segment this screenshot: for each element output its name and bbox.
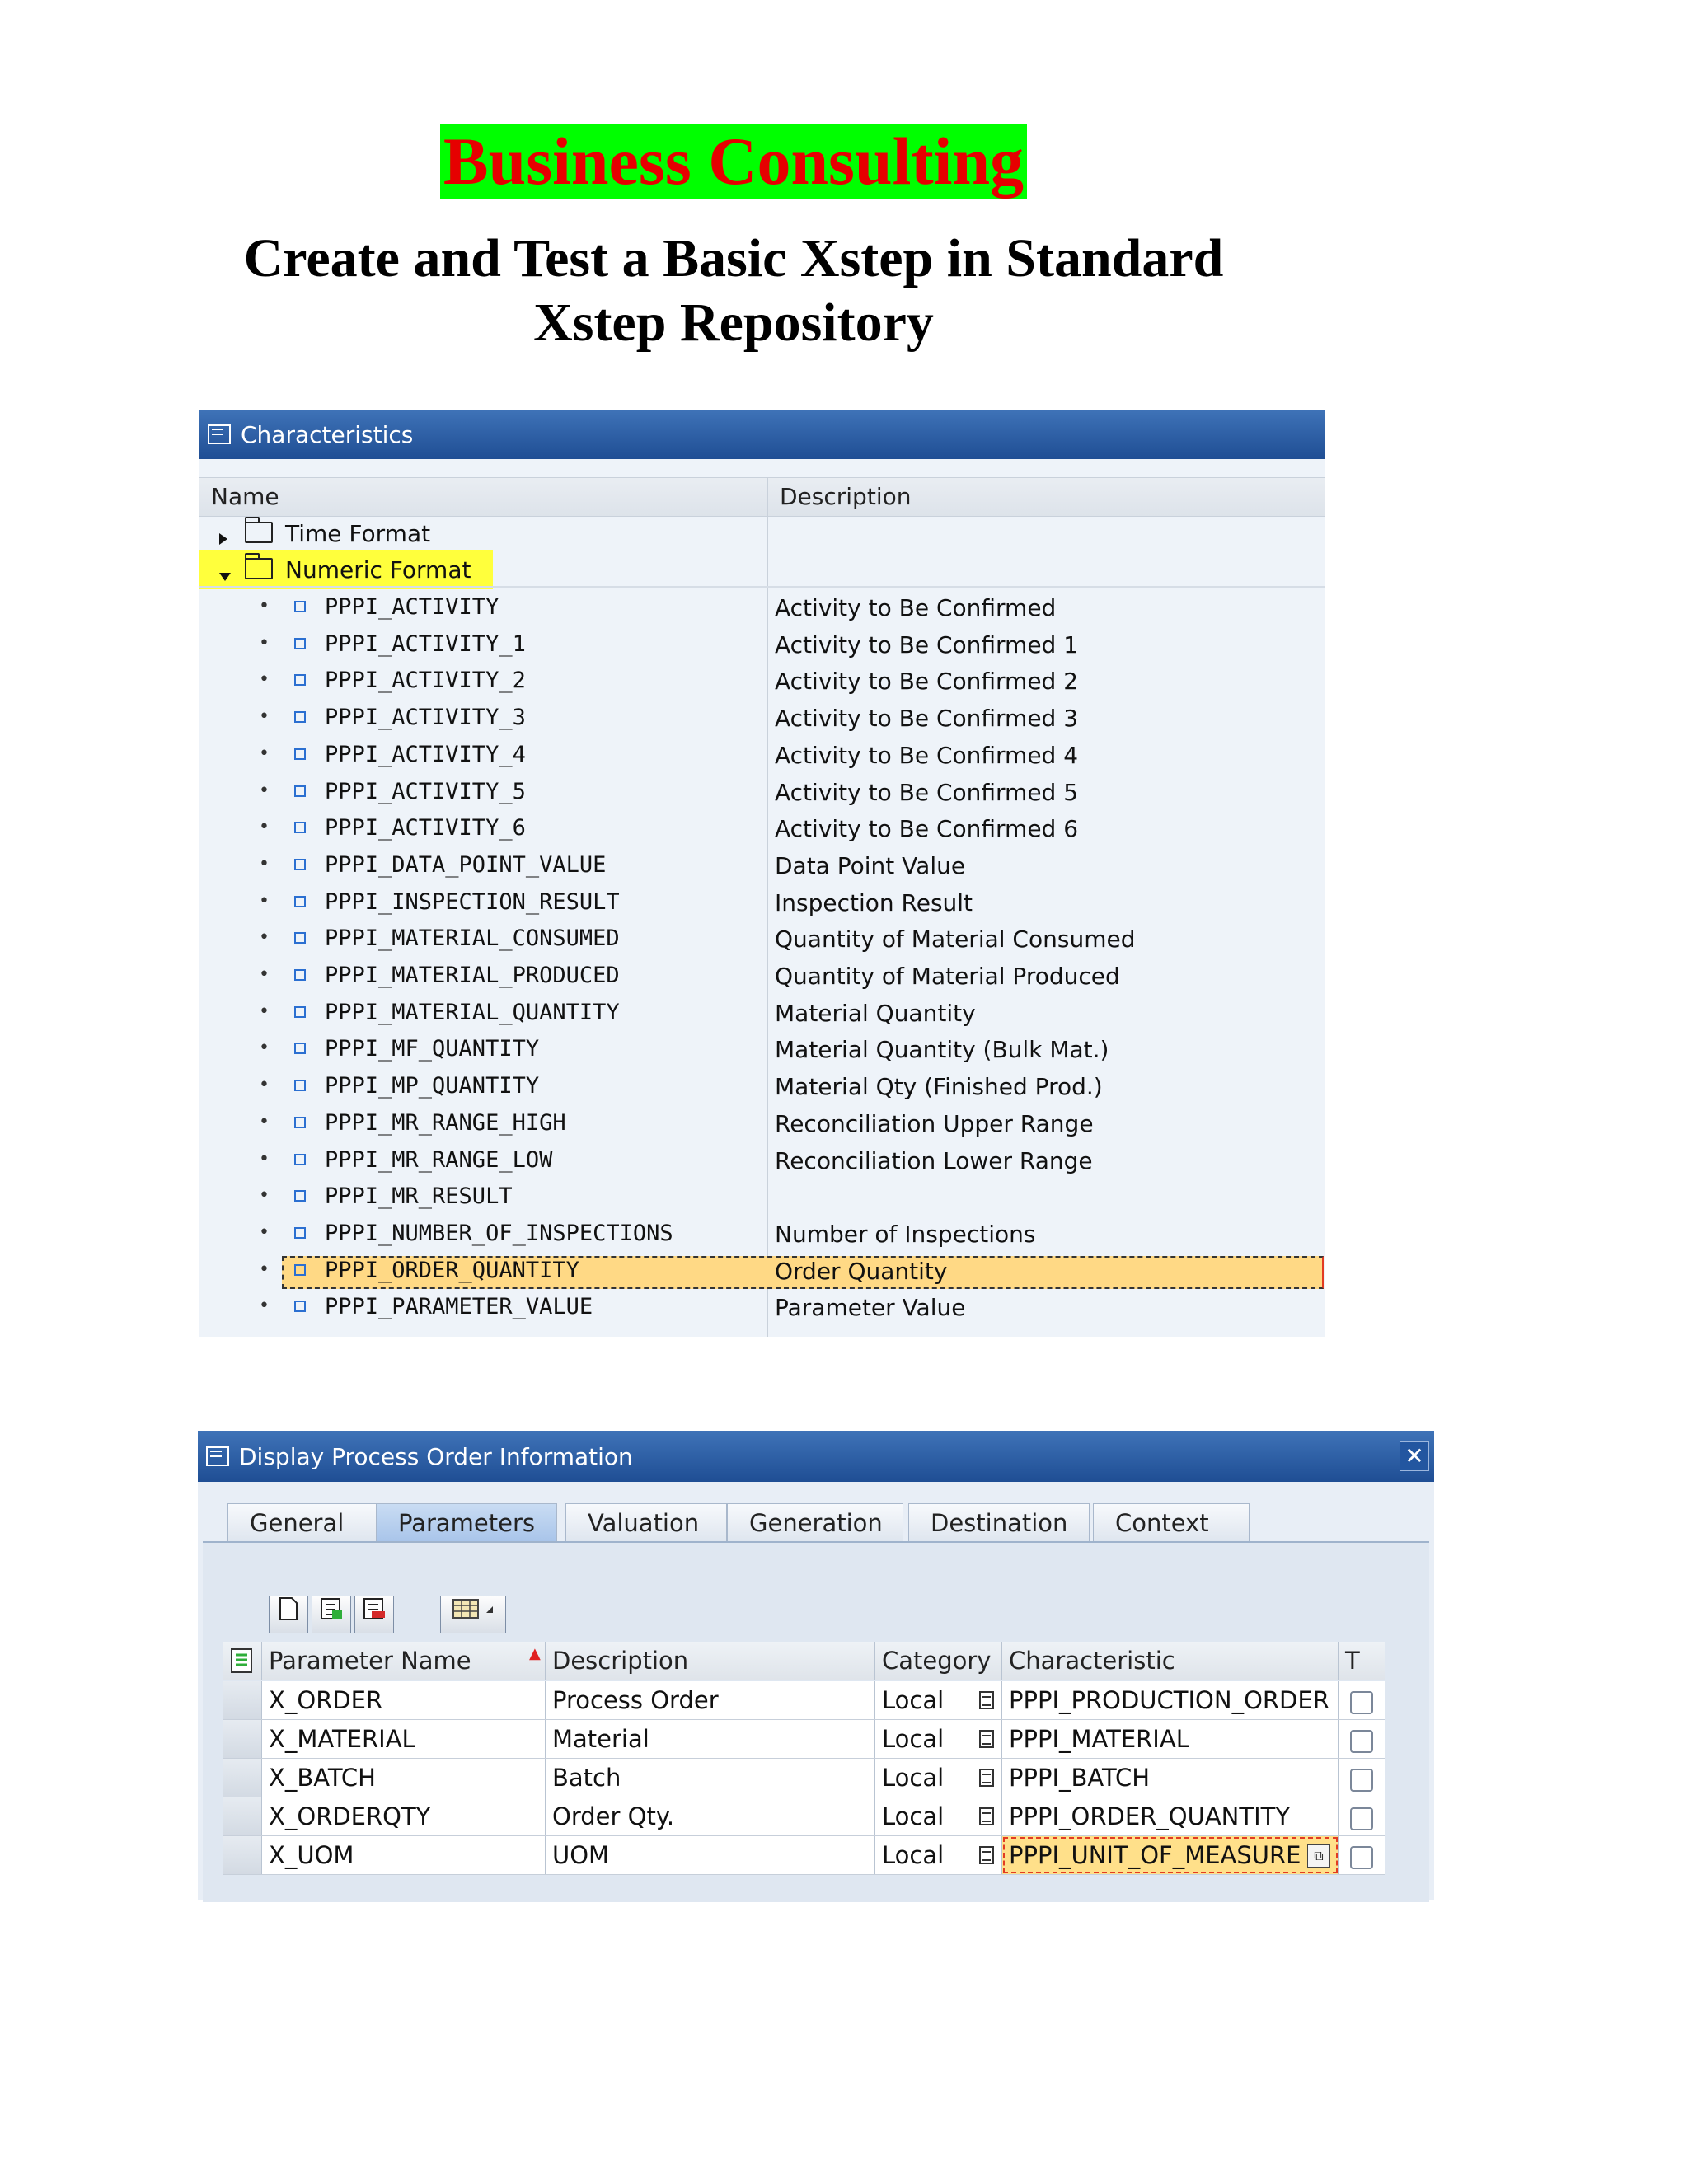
characteristic-description: Order Quantity [775, 1257, 948, 1285]
characteristic-description: Activity to Be Confirmed 5 [775, 778, 1079, 806]
insert-row-icon[interactable] [312, 1596, 351, 1633]
characteristic-description: Material Qty (Finished Prod.) [775, 1073, 1103, 1101]
characteristic-name: PPPI_ACTIVITY [325, 594, 499, 620]
characteristic-name: PPPI_ORDER_QUANTITY [325, 1257, 579, 1283]
close-icon[interactable]: ✕ [1400, 1441, 1429, 1471]
characteristic-row[interactable] [199, 628, 1325, 664]
cell-characteristic[interactable]: PPPI_ORDER_QUANTITY [1002, 1797, 1339, 1835]
select-all-icon[interactable] [223, 1642, 262, 1680]
open-folder-icon [245, 558, 273, 579]
document-title-line1: Create and Test a Basic Xstep in Standard [243, 228, 1224, 288]
cell-characteristic[interactable]: PPPI_PRODUCTION_ORDER [1002, 1681, 1339, 1719]
column-header-description[interactable]: Description [780, 483, 912, 510]
row-selector[interactable] [223, 1720, 262, 1758]
characteristics-window [199, 410, 1325, 1337]
characteristic-description: Material Quantity (Bulk Mat.) [775, 1036, 1109, 1064]
characteristic-icon [294, 1080, 306, 1091]
characteristic-row[interactable] [199, 1291, 1325, 1327]
tree-bullet: • [259, 817, 270, 838]
document-title-line2: Xstep Repository [533, 293, 934, 353]
process-order-titlebar [198, 1431, 1434, 1482]
folder-icon [245, 522, 273, 543]
tree-bullet: • [259, 596, 270, 616]
characteristic-icon [294, 1154, 306, 1165]
column-header-name[interactable]: Name [211, 483, 279, 510]
folder-label: Time Format [285, 520, 431, 547]
column-header-characteristic[interactable]: Characteristic [1002, 1642, 1339, 1680]
characteristic-name: PPPI_ACTIVITY_4 [325, 741, 526, 767]
characteristic-description: Inspection Result [775, 888, 973, 916]
characteristic-description: Parameter Value [775, 1294, 966, 1322]
characteristic-row[interactable] [199, 1070, 1325, 1106]
characteristic-row[interactable] [199, 1144, 1325, 1180]
tab-parameters[interactable]: Parameters [376, 1503, 557, 1541]
category-dropdown-icon[interactable] [979, 1730, 994, 1748]
grid-header [223, 1642, 1385, 1680]
characteristic-name: PPPI_ACTIVITY_6 [325, 815, 526, 841]
tree-bullet: • [259, 1001, 270, 1022]
characteristic-name: PPPI_DATA_POINT_VALUE [325, 851, 607, 878]
document-title [0, 227, 1467, 355]
sort-ascending-icon: ▲ [529, 1645, 541, 1662]
process-order-window [198, 1431, 1434, 1900]
cell-parameter-name[interactable]: X_ORDER [262, 1681, 546, 1719]
characteristic-icon [294, 1117, 306, 1128]
tree-bullet: • [259, 1221, 270, 1243]
cell-description[interactable]: Process Order [546, 1681, 875, 1719]
characteristic-icon [294, 1043, 306, 1054]
characteristic-row[interactable] [199, 701, 1325, 738]
characteristic-row[interactable] [199, 1254, 1325, 1291]
tree-divider [199, 586, 1325, 588]
characteristic-name: PPPI_MR_RANGE_HIGH [325, 1109, 566, 1136]
tree-bullet: • [259, 1148, 270, 1169]
tree-bullet: • [259, 1075, 270, 1096]
row-selector[interactable] [223, 1836, 262, 1874]
folder-time-format[interactable] [199, 517, 1325, 553]
tab-generation[interactable]: Generation [727, 1503, 903, 1541]
characteristics-header [199, 477, 1325, 517]
delete-row-icon[interactable] [354, 1596, 394, 1633]
t-checkbox[interactable] [1350, 1807, 1373, 1830]
characteristic-description: Activity to Be Confirmed 2 [775, 668, 1079, 696]
table-row[interactable] [223, 1759, 1385, 1797]
characteristic-icon [294, 601, 306, 612]
characteristic-icon [294, 748, 306, 760]
category-value: Local [882, 1686, 945, 1714]
characteristic-description: Activity to Be Confirmed 1 [775, 630, 1079, 658]
tree-bullet: • [259, 853, 270, 874]
characteristic-description: Material Quantity [775, 999, 976, 1027]
category-value: Local [882, 1725, 945, 1753]
characteristic-row[interactable] [199, 1180, 1325, 1216]
characteristic-description: Reconciliation Lower Range [775, 1146, 1093, 1174]
characteristic-icon [294, 1227, 306, 1239]
tree-bullet: • [259, 890, 270, 912]
characteristic-name: PPPI_ACTIVITY_2 [325, 668, 526, 694]
characteristic-description: Quantity of Material Consumed [775, 926, 1136, 954]
cell-parameter-name[interactable]: X_MATERIAL [262, 1720, 546, 1758]
characteristic-icon [294, 859, 306, 870]
characteristic-description: Quantity of Material Produced [775, 963, 1120, 990]
characteristic-row[interactable] [199, 849, 1325, 885]
characteristic-icon [294, 1006, 306, 1018]
characteristic-row[interactable] [199, 996, 1325, 1033]
characteristic-row[interactable] [199, 922, 1325, 958]
brand-label: Business Consulting [440, 124, 1027, 199]
t-checkbox[interactable] [1350, 1730, 1373, 1753]
tree-bullet: • [259, 743, 270, 764]
characteristic-name: PPPI_ACTIVITY_3 [325, 705, 526, 731]
characteristic-description: Activity to Be Confirmed 3 [775, 705, 1079, 733]
characteristic-icon [294, 932, 306, 944]
characteristic-name: PPPI_MP_QUANTITY [325, 1073, 540, 1099]
characteristic-row[interactable] [199, 886, 1325, 922]
characteristic-icon [294, 1190, 306, 1202]
characteristic-icon [294, 822, 306, 833]
characteristic-row[interactable] [199, 812, 1325, 848]
tree-bullet: • [259, 706, 270, 728]
t-checkbox[interactable] [1350, 1769, 1373, 1792]
category-value: Local [882, 1802, 945, 1830]
characteristic-name: PPPI_INSPECTION_RESULT [325, 888, 620, 915]
characteristic-name: PPPI_ACTIVITY_5 [325, 778, 526, 804]
characteristic-icon [294, 1264, 306, 1276]
characteristic-name: PPPI_MATERIAL_PRODUCED [325, 963, 620, 988]
category-value: Local [882, 1764, 945, 1792]
tab-general[interactable]: General [227, 1503, 392, 1541]
characteristic-row[interactable] [199, 1217, 1325, 1254]
characteristic-icon [294, 711, 306, 723]
row-selector[interactable] [223, 1681, 262, 1719]
tree-bullet: • [259, 1038, 270, 1059]
table-row[interactable] [223, 1681, 1385, 1720]
table-settings-icon[interactable] [440, 1596, 506, 1633]
new-document-icon[interactable] [269, 1596, 308, 1633]
column-header-t[interactable]: T [1345, 1647, 1360, 1675]
characteristic-name: PPPI_MR_RESULT [325, 1183, 513, 1210]
category-dropdown-icon[interactable] [979, 1691, 994, 1709]
cell-parameter-name[interactable]: X_BATCH [262, 1759, 546, 1797]
row-selector[interactable] [223, 1759, 262, 1797]
category-dropdown-icon[interactable] [979, 1846, 994, 1864]
category-value: Local [882, 1841, 945, 1869]
characteristic-name: PPPI_MF_QUANTITY [325, 1036, 540, 1062]
characteristic-icon [294, 674, 306, 686]
tree-bullet: • [259, 1258, 270, 1280]
characteristic-description: Activity to Be Confirmed [775, 594, 1057, 621]
expand-triangle-icon[interactable] [218, 525, 229, 552]
cell-characteristic[interactable]: PPPI_MATERIAL [1002, 1720, 1339, 1758]
cell-parameter-name[interactable]: X_ORDERQTY [262, 1797, 546, 1835]
tree-bullet: • [259, 1111, 270, 1132]
window-icon [208, 424, 231, 444]
characteristic-description: Number of Inspections [775, 1220, 1036, 1248]
tree-bullet: • [259, 1185, 270, 1207]
column-header-parameter-name[interactable]: Parameter Name [262, 1642, 546, 1680]
tree-bullet: • [259, 964, 270, 985]
characteristic-description: Data Point Value [775, 851, 966, 879]
category-dropdown-icon[interactable] [979, 1807, 994, 1825]
collapse-triangle-icon[interactable] [218, 561, 232, 588]
window-icon [206, 1446, 229, 1466]
cell-characteristic[interactable]: PPPI_UNIT_OF_MEASURE [1002, 1836, 1339, 1874]
characteristic-icon [294, 969, 306, 981]
characteristic-row[interactable] [199, 1033, 1325, 1069]
characteristic-name: PPPI_MR_RANGE_LOW [325, 1146, 553, 1173]
characteristic-row[interactable] [199, 738, 1325, 775]
cell-description[interactable]: Batch [546, 1759, 875, 1797]
characteristic-row[interactable] [199, 959, 1325, 996]
category-dropdown-icon[interactable] [979, 1769, 994, 1787]
brand-banner [0, 124, 1467, 199]
tree-bullet: • [259, 780, 270, 801]
characteristic-name: PPPI_MATERIAL_QUANTITY [325, 999, 620, 1025]
folder-label: Numeric Format [285, 556, 471, 583]
tree-bullet: • [259, 669, 270, 691]
process-order-title: Display Process Order Information [239, 1442, 633, 1470]
characteristic-row[interactable] [199, 591, 1325, 627]
cell-description[interactable]: Order Qty. [546, 1797, 875, 1835]
cell-description[interactable]: Material [546, 1720, 875, 1758]
tab-valuation[interactable]: Valuation [565, 1503, 727, 1541]
column-header-description[interactable]: Description [546, 1642, 875, 1680]
characteristic-name: PPPI_MATERIAL_CONSUMED [325, 926, 620, 952]
characteristics-titlebar [199, 410, 1325, 459]
characteristic-description: Activity to Be Confirmed 4 [775, 741, 1079, 769]
characteristic-name: PPPI_ACTIVITY_1 [325, 630, 526, 657]
value-help-icon[interactable]: ⧉ [1307, 1844, 1330, 1868]
characteristic-icon [294, 896, 306, 907]
characteristic-name: PPPI_PARAMETER_VALUE [325, 1294, 593, 1320]
table-row[interactable] [223, 1797, 1385, 1836]
folder-numeric-format[interactable] [199, 553, 1325, 589]
tree-bullet: • [259, 632, 270, 654]
characteristic-icon [294, 1301, 306, 1312]
characteristic-row[interactable] [199, 1107, 1325, 1143]
tab-context[interactable]: Context [1093, 1503, 1250, 1541]
tab-destination[interactable]: Destination [908, 1503, 1090, 1541]
cell-parameter-name[interactable]: X_UOM [262, 1836, 546, 1874]
table-row[interactable] [223, 1720, 1385, 1759]
t-checkbox[interactable] [1350, 1691, 1373, 1714]
tree-bullet: • [259, 927, 270, 949]
characteristic-description: Activity to Be Confirmed 6 [775, 815, 1079, 843]
characteristic-icon [294, 785, 306, 797]
row-selector[interactable] [223, 1797, 262, 1835]
t-checkbox[interactable] [1350, 1846, 1373, 1869]
column-header-category[interactable]: Category [875, 1642, 1002, 1680]
characteristics-title: Characteristics [241, 420, 414, 448]
characteristic-name: PPPI_NUMBER_OF_INSPECTIONS [325, 1220, 673, 1246]
cell-description[interactable]: UOM [546, 1836, 875, 1874]
tree-bullet: • [259, 1296, 270, 1317]
characteristic-description: Reconciliation Upper Range [775, 1109, 1094, 1137]
table-row[interactable] [223, 1836, 1385, 1875]
characteristic-icon [294, 638, 306, 649]
characteristic-row[interactable] [199, 664, 1325, 701]
characteristic-row[interactable] [199, 776, 1325, 812]
cell-characteristic[interactable]: PPPI_BATCH [1002, 1759, 1339, 1797]
